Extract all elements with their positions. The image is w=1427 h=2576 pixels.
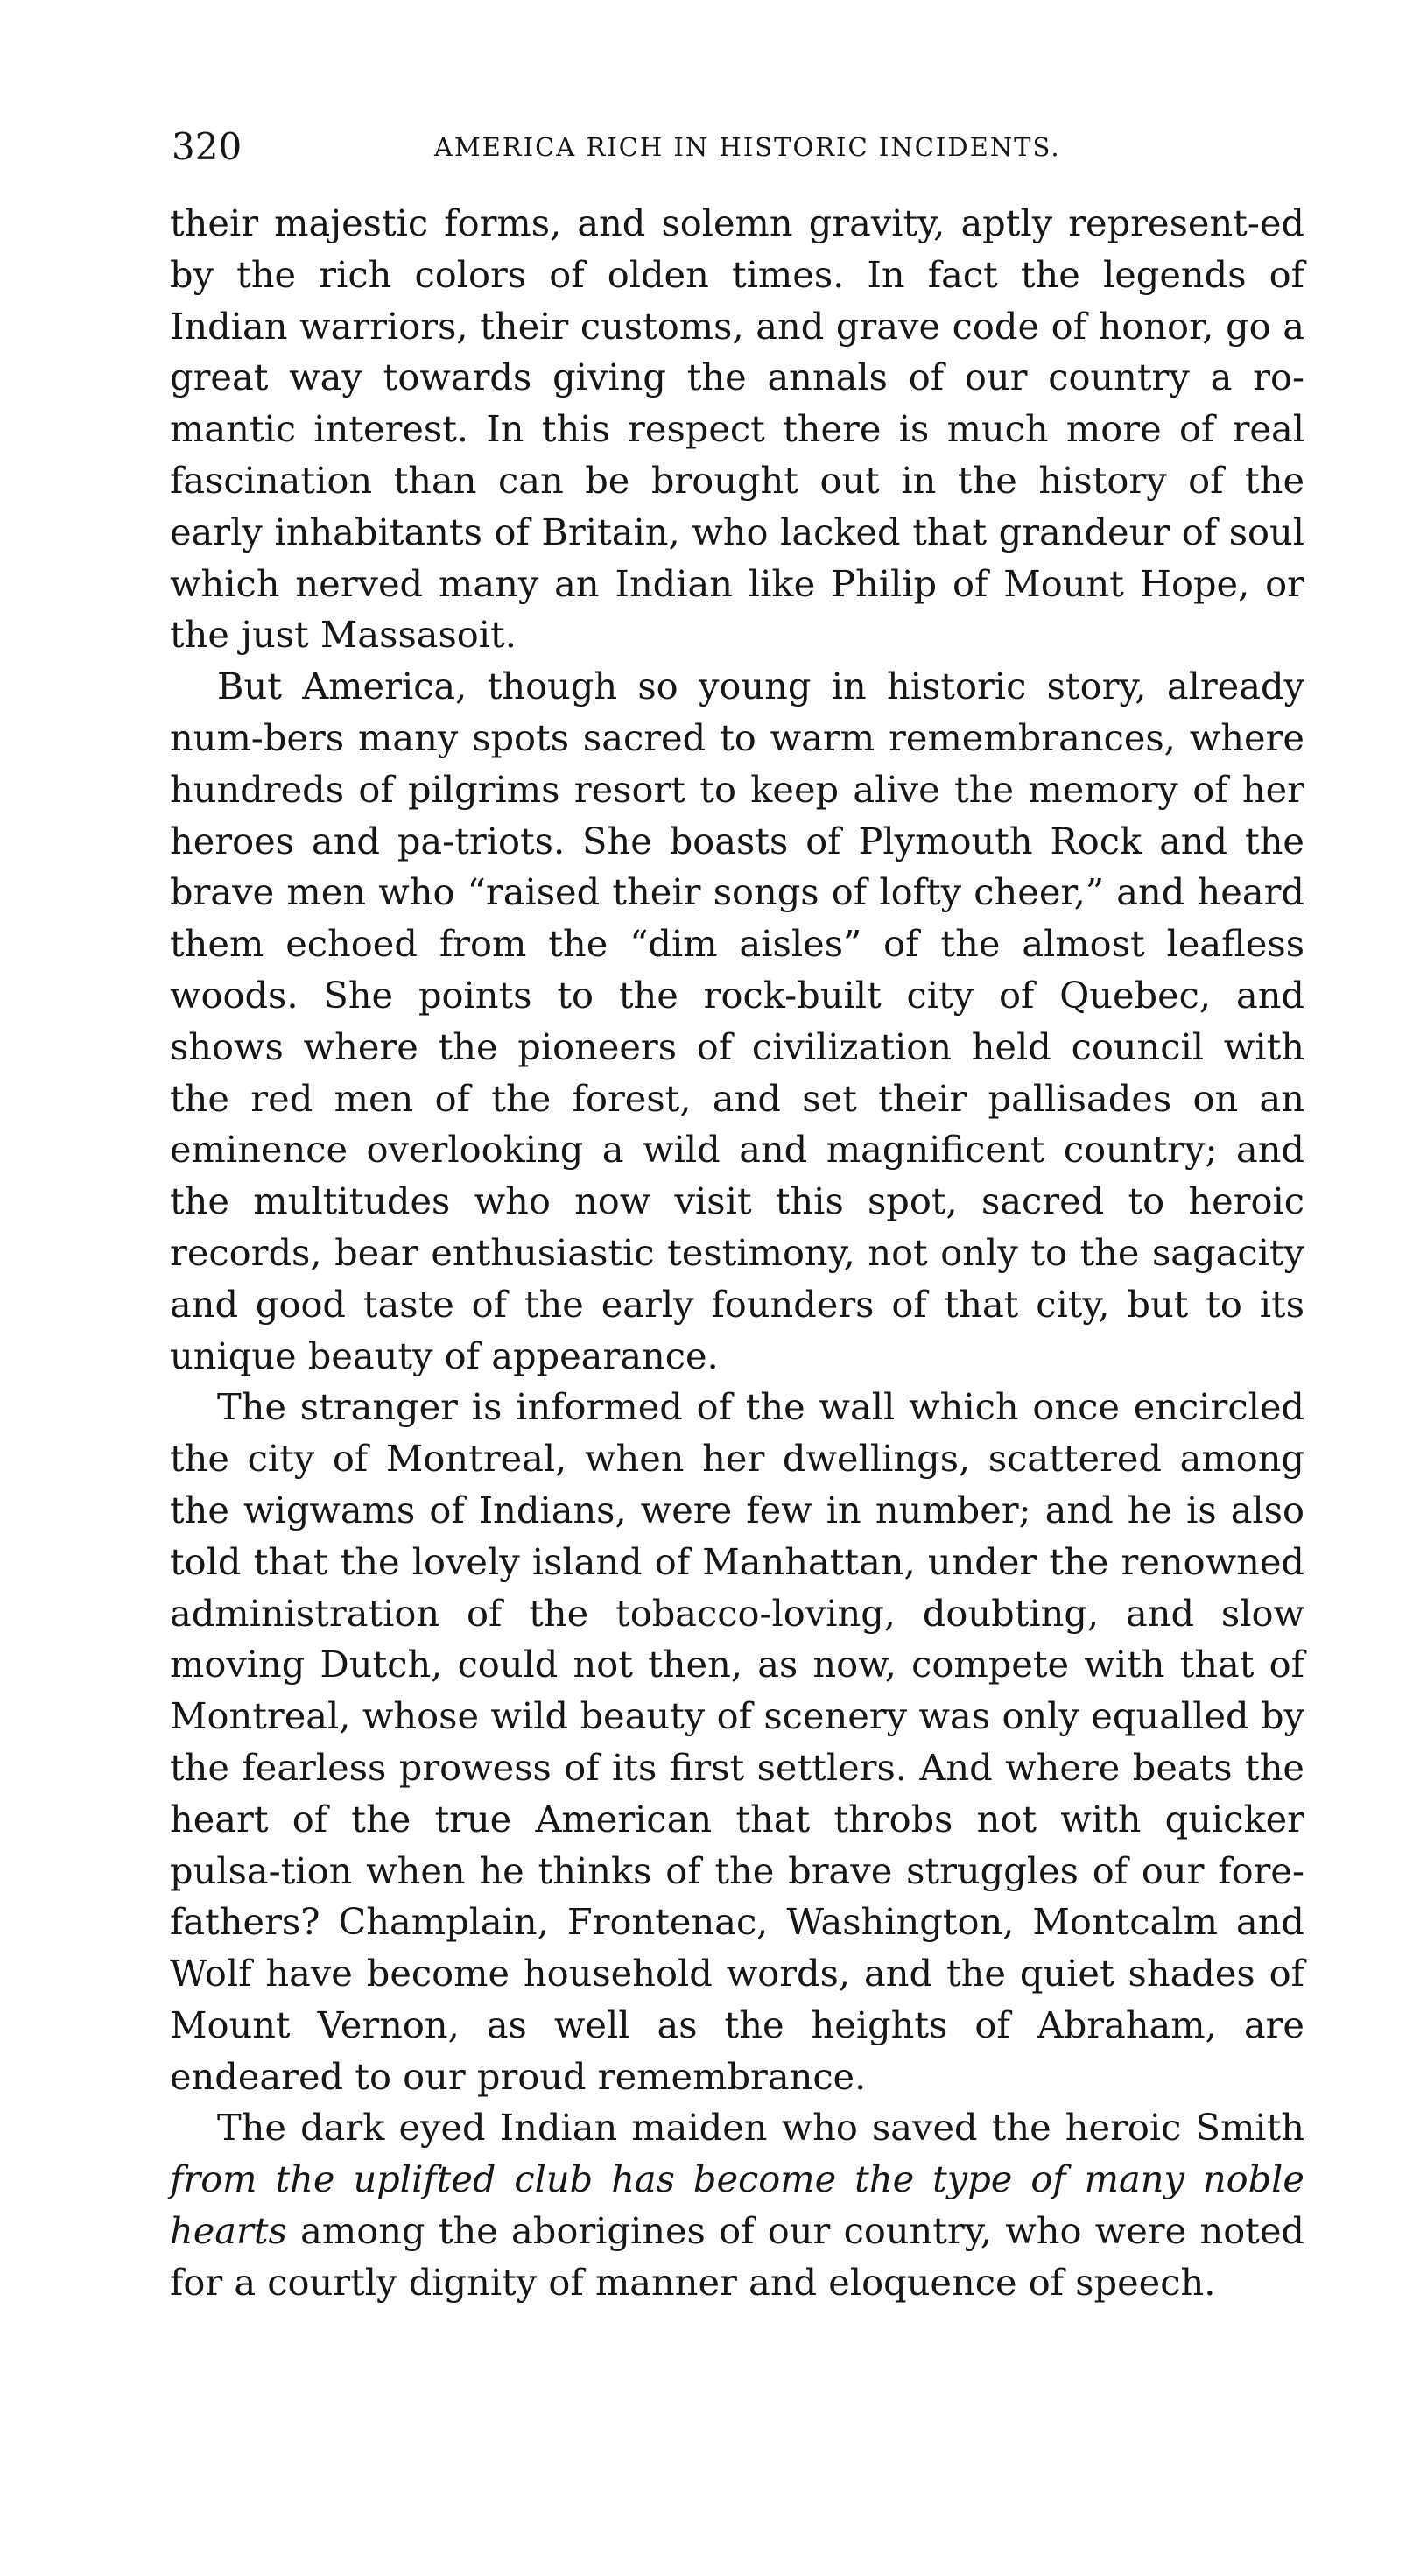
paragraph-4-rest: among the aborigines of our country, who were noted for a courtly dignity of manner and eloquence of speech.	[170, 2209, 1304, 2304]
running-head	[172, 121, 1345, 173]
body-text	[170, 198, 1304, 2309]
paragraph-1: their majestic forms, and solemn gravity, aptly represent-ed by the rich colors of olden times. In fact the legends of Indian warriors, their customs, and grave code of honor, go a great way towards giving the annals of our country a ro-mantic interest. In this respect there is much more of real fascination than can be brought out in the history of the early inhabitants of Britain, who lacked that grandeur of soul which nerved many an Indian like Philip of Mount Hope, or the just Massasoit.	[170, 201, 1304, 657]
page-number: 320	[172, 125, 243, 168]
paragraph-2: But America, though so young in historic story, already num-bers many spots sacred to warm remembrances, where hundreds of pilgrims resort to keep alive the memory of her heroes and pa-triots. She boasts of Plymouth Rock and the brave men who “raised their songs of lofty cheer,” and heard them echoed from the “dim aisles” of the almost leafless woods. She points to the rock-built city of Quebec, and shows where the pioneers of civilization held council with the red men of the forest, and set their pallisades on an eminence overlooking a wild and magnificent country; and the multitudes who now visit this spot, sacred to heroic records, bear enthusiastic testimony, not only to the sagacity and good taste of the early founders of that city, but to its unique beauty of appearance.	[170, 665, 1304, 1377]
paragraph-4	[170, 2102, 1304, 2308]
running-title: AMERICA RICH IN HISTORIC INCIDENTS.	[434, 132, 1061, 162]
paragraph-4-italic: from the uplifted club has become the type of many noble hearts	[170, 2157, 1304, 2253]
paragraph-3: The stranger is informed of the wall which once encircled the city of Montreal, when her dwellings, scattered among the wigwams of Indians, were few in number; and he is also told that the lovely island of Manhattan, under the renowned administration of the tobacco-loving, doubting, and slow moving Dutch, could not then, as now, compete with that of Montreal, whose wild beauty of scenery was only equalled by the fearless prowess of its first settlers. And where beats the heart of the true American that throbs not with quicker pulsa-tion when he thinks of the brave struggles of our fore-fathers? Champlain, Frontenac, Washington, Montcalm and Wolf have become household words, and the quiet shades of Mount Vernon, as well as the heights of Abraham, are endeared to our proud remembrance.	[170, 1385, 1304, 2098]
paragraph-4-lead: The dark eyed Indian maiden who saved the heroic Smith	[217, 2106, 1304, 2150]
